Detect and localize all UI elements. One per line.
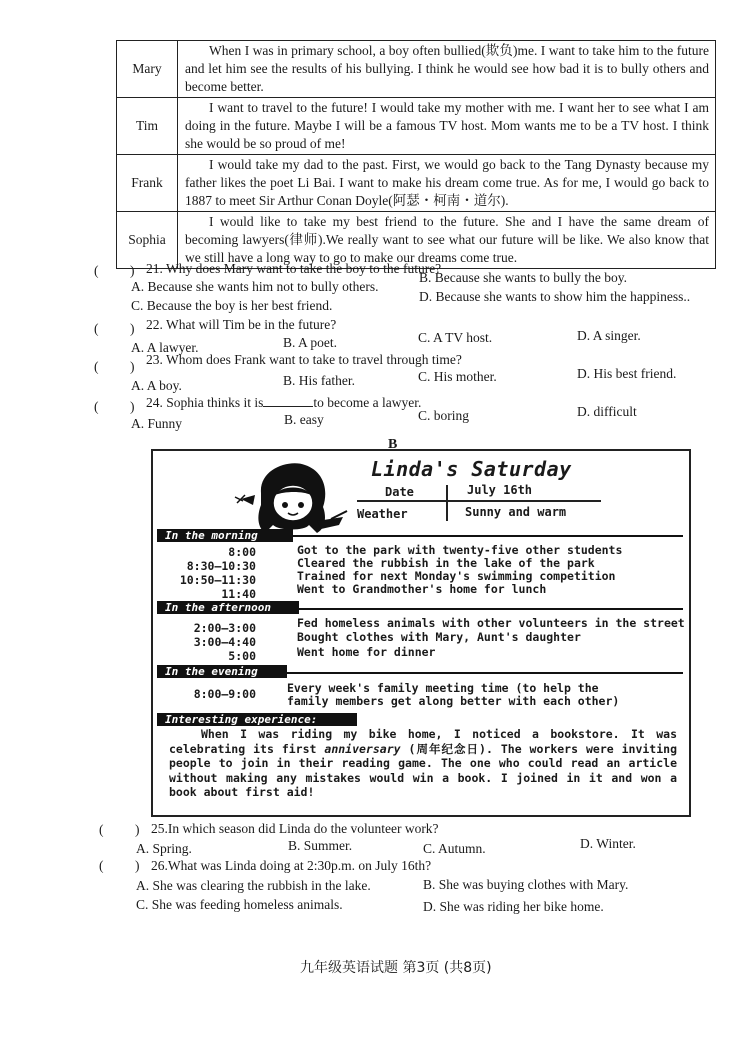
table-row bbox=[117, 98, 716, 155]
answer-blank[interactable] bbox=[263, 394, 313, 407]
schedule-activity: family members get along better with each other) bbox=[287, 694, 620, 708]
linda-schedule-card bbox=[151, 449, 691, 817]
schedule-activity: Trained for next Monday's swimming competition bbox=[297, 569, 616, 583]
q22-option-d[interactable]: D. A singer. bbox=[577, 328, 641, 343]
answer-paren-close: ) bbox=[130, 399, 135, 414]
section-bar-interesting: Interesting experience: bbox=[157, 713, 357, 726]
table-row bbox=[117, 155, 716, 212]
q24-stem-after: to become a lawyer. bbox=[313, 395, 422, 410]
table-row bbox=[117, 41, 716, 98]
person-text bbox=[178, 155, 716, 212]
q24-option-b[interactable]: B. easy bbox=[284, 412, 324, 427]
q25-option-a[interactable]: A. Spring. bbox=[136, 841, 192, 856]
person-text-content: When I was in primary school, a boy often bullied(欺负)me. I want to take him to the future and let him see the results of his bullying. I think he would see how bad it is to bully others and become better. bbox=[185, 43, 709, 94]
q25-option-c[interactable]: C. Autumn. bbox=[423, 841, 486, 856]
person-text bbox=[178, 98, 716, 155]
date-column-divider bbox=[446, 485, 448, 521]
person-text bbox=[178, 41, 716, 98]
schedule-time: 2:00—3:00 bbox=[193, 621, 256, 635]
q21-option-b[interactable]: B. Because she wants to bully the boy. bbox=[419, 270, 627, 285]
answer-paren-open[interactable]: ( bbox=[94, 359, 99, 374]
q23-option-b[interactable]: B. His father. bbox=[283, 373, 355, 388]
weather-label: Weather bbox=[357, 507, 408, 521]
q26-option-d[interactable]: D. She was riding her bike home. bbox=[423, 899, 604, 914]
answer-paren-close: ) bbox=[130, 263, 135, 278]
q22-option-a[interactable]: A. A lawyer. bbox=[131, 340, 199, 355]
date-value: July 16th bbox=[467, 483, 533, 497]
schedule-activity: Bought clothes with Mary, Aunt's daughter bbox=[297, 630, 581, 644]
story-text: The workers were inviting people to join in their reading game. The one who could read an article without making any mistakes would win a book. I joined in it and won a book about first aid! bbox=[169, 741, 677, 799]
section-bar-evening: In the evening bbox=[157, 665, 287, 678]
answer-paren-open[interactable]: ( bbox=[94, 321, 99, 336]
schedule-activity: Went home for dinner bbox=[297, 645, 436, 659]
person-name: Mary bbox=[117, 41, 178, 98]
q23-option-c[interactable]: C. His mother. bbox=[418, 369, 497, 384]
q22-option-b[interactable]: B. A poet. bbox=[283, 335, 338, 350]
answer-paren-open[interactable]: ( bbox=[99, 858, 104, 873]
q24-option-d[interactable]: D. difficult bbox=[577, 404, 637, 419]
weather-value: Sunny and warm bbox=[465, 505, 567, 519]
answer-paren-close: ) bbox=[135, 858, 140, 873]
schedule-time: 8:30—10:30 bbox=[186, 559, 256, 573]
answer-paren-close: ) bbox=[135, 822, 140, 837]
section-rule bbox=[299, 608, 683, 610]
q23-option-a[interactable]: A. A boy. bbox=[131, 378, 182, 393]
person-text-content: I would take my dad to the past. First, we would go back to the Tang Dynasty because my father likes the poet Li Bai. I want to make his dream come true. As for me, I would go back to 1887 to meet Sir Arthur Conan Doyle(阿瑟・柯南・道尔). bbox=[185, 157, 709, 208]
schedule-activity: Every week's family meeting time (to help the bbox=[287, 681, 599, 695]
girl-cartoon-illustration bbox=[231, 459, 349, 537]
question-23-stem: 23. Whom does Frank want to take to travel through time? bbox=[146, 352, 462, 367]
person-text-content: I want to travel to the future! I would take my mother with me. I want her to see what I am doing in the future. Maybe I will be a famous TV host. Mom wants me to be a TV host. I think she would be so proud of me! bbox=[185, 100, 709, 151]
person-name: Sophia bbox=[117, 212, 178, 269]
question-25-stem: 25.In which season did Linda do the volunteer work? bbox=[151, 821, 439, 836]
answer-paren-open[interactable]: ( bbox=[94, 399, 99, 414]
answer-paren-close: ) bbox=[130, 321, 135, 336]
q24-stem-before: 24. Sophia thinks it is bbox=[146, 395, 264, 410]
q22-option-c[interactable]: C. A TV host. bbox=[418, 330, 493, 345]
question-22-stem: 22. What will Tim be in the future? bbox=[146, 317, 337, 332]
q21-option-a[interactable]: A. Because she wants him not to bully others. bbox=[131, 279, 379, 294]
q25-option-d[interactable]: D. Winter. bbox=[580, 836, 636, 851]
schedule-time: 5:00 bbox=[228, 649, 256, 663]
section-bar-afternoon: In the afternoon bbox=[157, 601, 299, 614]
section-b-label: B bbox=[388, 437, 398, 452]
answer-paren-open[interactable]: ( bbox=[99, 822, 104, 837]
question-21-stem: 21. Why does Mary want to take the boy to the future? bbox=[146, 261, 442, 276]
schedule-activity: Got to the park with twenty-five other students bbox=[297, 543, 623, 557]
story-anniversary: anniversary bbox=[324, 741, 401, 756]
table-row bbox=[117, 212, 716, 269]
q24-option-c[interactable]: C. boring bbox=[418, 408, 470, 423]
person-name: Frank bbox=[117, 155, 178, 212]
q23-option-d[interactable]: D. His best friend. bbox=[577, 366, 677, 381]
story-cn-note: (周年纪念日). bbox=[400, 741, 501, 756]
schedule-time: 3:00—4:40 bbox=[193, 635, 256, 649]
section-rule bbox=[293, 535, 683, 537]
section-rule bbox=[287, 672, 683, 674]
person-name: Tim bbox=[117, 98, 178, 155]
answer-paren-close: ) bbox=[130, 359, 135, 374]
story-text: When I was riding my bike home, I noticed a bookstore. It was celebrating its first bbox=[169, 727, 677, 756]
schedule-time: 8:00—9:00 bbox=[193, 687, 256, 701]
schedule-activity: Fed homeless animals with other volunteers in the street bbox=[297, 616, 685, 630]
people-table bbox=[116, 40, 716, 269]
question-24-stem bbox=[146, 394, 421, 411]
answer-paren-open[interactable]: ( bbox=[94, 263, 99, 278]
q26-option-a[interactable]: A. She was clearing the rubbish in the lake. bbox=[136, 878, 371, 893]
q25-option-b[interactable]: B. Summer. bbox=[288, 838, 353, 853]
q21-option-c[interactable]: C. Because the boy is her best friend. bbox=[131, 298, 333, 313]
question-26-stem: 26.What was Linda doing at 2:30p.m. on July 16th? bbox=[151, 858, 432, 873]
q21-option-d[interactable]: D. Because she wants to show him the happiness.. bbox=[419, 289, 691, 304]
person-text-content: I would like to take my best friend to the future. She and I have the same dream of becoming lawyers(律师).We really want to see what our future will be like. We also know that we still have a long way to go to make our dreams come true. bbox=[185, 214, 709, 265]
page-footer: 九年级英语试题 第3页 (共8页) bbox=[300, 960, 492, 976]
schedule-activity: Went to Grandmother's home for lunch bbox=[297, 582, 547, 596]
date-label: Date bbox=[385, 485, 414, 499]
section-bar-morning: In the morning bbox=[157, 529, 293, 542]
schedule-activity: Cleared the rubbish in the lake of the park bbox=[297, 556, 595, 570]
interesting-story bbox=[169, 727, 677, 800]
person-text bbox=[178, 212, 716, 269]
date-divider bbox=[357, 500, 601, 502]
q24-option-a[interactable]: A. Funny bbox=[131, 416, 183, 431]
linda-title: Linda's Saturday bbox=[371, 457, 572, 481]
q26-option-c[interactable]: C. She was feeding homeless animals. bbox=[136, 897, 343, 912]
schedule-time: 8:00 bbox=[228, 545, 256, 559]
schedule-time: 11:40 bbox=[221, 587, 256, 601]
q26-option-b[interactable]: B. She was buying clothes with Mary. bbox=[423, 877, 629, 892]
schedule-time: 10:50—11:30 bbox=[179, 573, 256, 587]
